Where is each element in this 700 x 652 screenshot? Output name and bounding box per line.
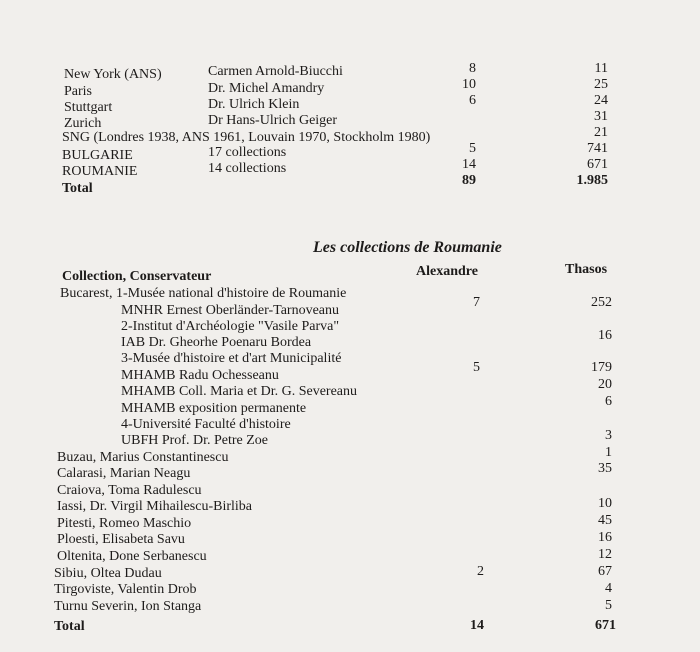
curator-label: Dr Hans-Ulrich Geiger [208,113,338,128]
collection-row: UBFH Prof. Dr. Petre Zoe [121,433,268,448]
collection-row: Bucarest, 1-Musée national d'histoire de Roumanie [60,286,347,301]
thasos-value: 24 [594,93,608,108]
curator-label: 14 collections [208,161,287,176]
thasos-value: 252 [591,295,612,310]
thasos-total: 1.985 [576,173,608,188]
alexandre-value: 7 [473,295,480,310]
collection-row: MHAMB exposition permanente [121,401,307,416]
thasos-value: 67 [598,564,612,579]
collection-row: Ploesti, Elisabeta Savu [57,532,185,547]
collection-row: Turnu Severin, Ion Stanga [54,599,202,614]
alexandre-total: 89 [462,173,476,188]
curator-label: Dr. Michel Amandry [208,81,325,96]
collection-row: 4-Université Faculté d'histoire [121,417,291,432]
curator-label: 17 collections [208,145,287,160]
thasos-value: 4 [605,581,612,596]
collection-row: Sibiu, Oltea Dudau [54,566,162,581]
thasos-value: 12 [598,547,612,562]
collection-row: Iassi, Dr. Virgil Mihailescu-Birliba [57,499,253,514]
thasos-value: 25 [594,77,608,92]
total-label: Total [54,619,85,634]
alexandre-value: 2 [477,564,484,579]
thasos-value: 16 [598,328,612,343]
header-alexandre: Alexandre [416,264,478,279]
collection-row: Tirgoviste, Valentin Drob [54,582,197,597]
place-label: Paris [64,84,92,99]
thasos-value: 6 [605,394,612,409]
place-label: BULGARIE [62,148,133,163]
thasos-value: 45 [598,513,612,528]
place-label: Stuttgart [64,100,113,115]
total-label: Total [62,181,93,196]
curator-label: Carmen Arnold-Biucchi [208,64,343,79]
thasos-value: 31 [594,109,608,124]
thasos-value: 1 [605,445,612,460]
thasos-value: 21 [594,125,608,140]
thasos-value: 179 [591,360,612,375]
thasos-value: 10 [598,496,612,511]
thasos-value: 16 [598,530,612,545]
collection-row: Buzau, Marius Constantinescu [57,450,229,465]
collection-row: MHAMB Radu Ochesseanu [121,368,279,383]
place-label: ROUMANIE [62,164,138,179]
place-label: SNG (Londres 1938, ANS 1961, Louvain 1970, Stockholm 1980) [62,130,431,145]
place-label: New York (ANS) [64,67,162,82]
thasos-value: 3 [605,428,612,443]
thasos-value: 5 [605,598,612,613]
thasos-value: 20 [598,377,612,392]
thasos-value: 11 [594,61,608,76]
section-title: Les collections de Roumanie [313,239,502,256]
collection-row: 2-Institut d'Archéologie "Vasile Parva" [121,319,340,334]
collection-row: Calarasi, Marian Neagu [57,466,191,481]
collection-row: MNHR Ernest Oberländer-Tarnoveanu [121,303,339,318]
collection-row: Pitesti, Romeo Maschio [57,516,192,531]
header-collection: Collection, Conservateur [62,269,212,284]
thasos-value: 35 [598,461,612,476]
alexandre-value: 10 [462,77,476,92]
header-thasos: Thasos [565,262,608,277]
alexandre-total: 14 [470,618,484,633]
alexandre-value: 14 [462,157,476,172]
thasos-total: 671 [595,618,616,633]
collection-row: IAB Dr. Gheorhe Poenaru Bordea [121,335,312,350]
alexandre-value: 6 [469,93,476,108]
alexandre-value: 5 [473,360,480,375]
collection-row: 3-Musée d'histoire et d'art Municipalité [121,351,342,366]
collection-row: Oltenita, Done Serbanescu [57,549,207,564]
alexandre-value: 8 [469,61,476,76]
thasos-value: 741 [587,141,608,156]
place-label: Zurich [64,116,102,131]
curator-label: Dr. Ulrich Klein [208,97,300,112]
thasos-value: 671 [587,157,608,172]
alexandre-value: 5 [469,141,476,156]
collection-row: MHAMB Coll. Maria et Dr. G. Severeanu [121,384,358,399]
collection-row: Craiova, Toma Radulescu [57,483,202,498]
